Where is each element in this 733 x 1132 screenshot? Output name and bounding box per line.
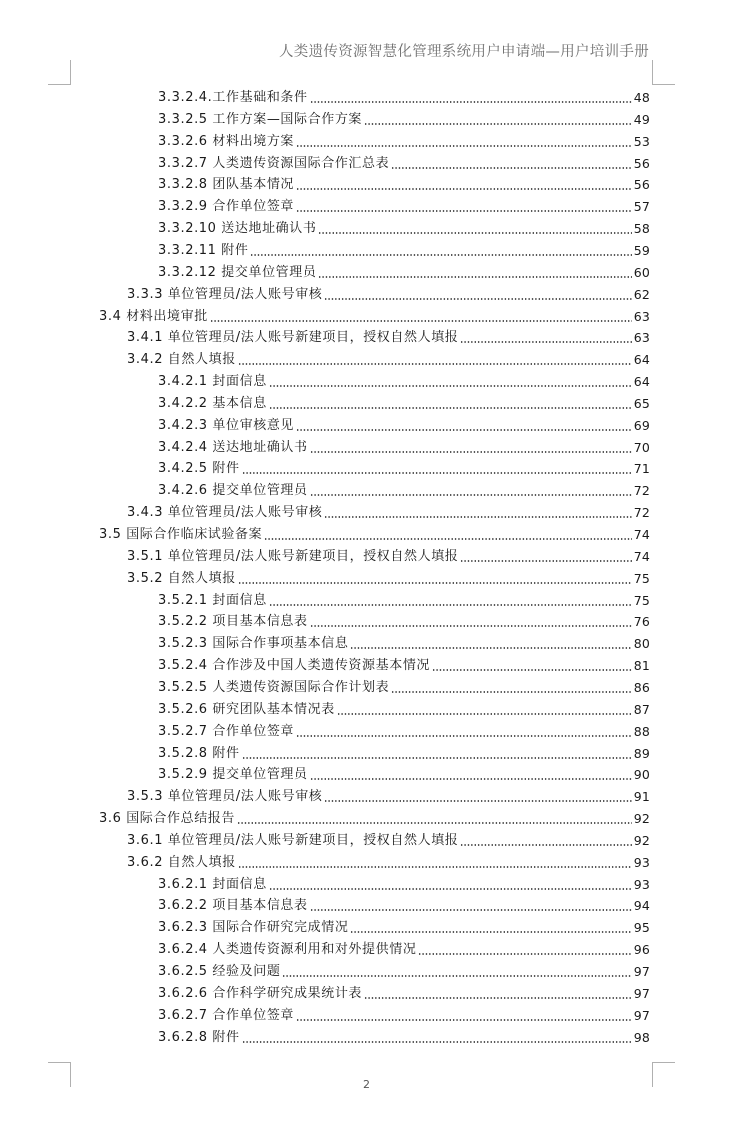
dot-leader (296, 188, 632, 190)
dot-leader (269, 385, 632, 387)
toc-entry[interactable] (158, 368, 650, 390)
toc-entry[interactable] (158, 390, 650, 412)
toc-entry[interactable] (158, 980, 650, 1002)
dot-leader (310, 451, 632, 453)
toc-entry-page-number: 71 (633, 461, 650, 477)
toc-entry[interactable] (158, 936, 650, 958)
toc-entry-title: 3.4.3 单位管理员/法人账号审核 (127, 505, 323, 521)
toc-entry-page-number: 81 (633, 658, 650, 674)
crop-mark-top-left (48, 60, 71, 85)
toc-entry[interactable] (158, 171, 650, 193)
toc-entry-page-number: 62 (633, 286, 650, 302)
toc-entry-title: 3.5.2.7 合作单位签章 (158, 723, 295, 739)
toc-entry-title: 3.5.2.3 国际合作事项基本信息 (158, 636, 349, 652)
toc-entry-title: 3.4 材料出境审批 (99, 308, 208, 324)
toc-entry-page-number: 63 (633, 330, 650, 346)
toc-entry[interactable] (127, 783, 650, 805)
toc-entry[interactable] (158, 84, 650, 106)
toc-entry[interactable] (127, 281, 650, 303)
toc-entry-title: 3.5.2.8 附件 (158, 745, 240, 761)
toc-entry[interactable] (158, 674, 650, 696)
dot-leader (310, 625, 632, 627)
dot-leader (364, 997, 632, 999)
dot-leader (364, 123, 632, 125)
toc-entry-title: 3.3.2.7 人类遗传资源国际合作汇总表 (158, 155, 390, 171)
toc-entry-title: 3.6.2.6 合作科学研究成果统计表 (158, 985, 363, 1001)
toc-entry-title: 3.4.2.2 基本信息 (158, 395, 267, 411)
toc-entry-title: 3.4.2.3 单位审核意见 (158, 417, 295, 433)
toc-entry[interactable] (127, 827, 650, 849)
toc-entry-page-number: 87 (633, 701, 650, 717)
dot-leader (296, 1019, 632, 1021)
dot-leader (460, 560, 631, 562)
toc-entry[interactable] (99, 303, 650, 325)
toc-entry-page-number: 97 (633, 964, 650, 979)
toc-entry-title: 3.3.2.9 合作单位签章 (158, 199, 295, 215)
toc-entry-page-number: 88 (633, 723, 650, 739)
toc-entry-page-number: 64 (633, 374, 650, 390)
dot-leader (337, 713, 632, 715)
toc-entry[interactable] (158, 106, 650, 128)
toc-entry-page-number: 76 (633, 614, 650, 630)
toc-entry-title: 3.6 国际合作总结报告 (99, 811, 236, 827)
toc-entry[interactable] (158, 434, 650, 456)
toc-entry-page-number: 80 (633, 636, 650, 652)
toc-entry[interactable] (158, 128, 650, 150)
toc-entry-page-number: 59 (633, 242, 650, 258)
toc-entry-page-number: 98 (633, 1029, 650, 1045)
toc-entry-page-number: 75 (633, 570, 650, 586)
toc-entry-page-number: 92 (633, 832, 650, 848)
dot-leader (242, 472, 632, 474)
crop-mark-top-right (652, 60, 675, 85)
dot-leader (310, 494, 632, 496)
dot-leader (350, 931, 631, 933)
toc-entry[interactable] (158, 1024, 650, 1046)
toc-entry[interactable] (158, 608, 650, 630)
dot-leader (238, 582, 632, 584)
toc-entry[interactable] (158, 215, 650, 237)
dot-leader (391, 691, 631, 693)
toc-entry-page-number: 92 (633, 811, 650, 827)
toc-entry-title: 3.5.2.9 提交单位管理员 (158, 767, 308, 783)
toc-entry[interactable] (158, 871, 650, 893)
toc-entry[interactable] (158, 1002, 650, 1024)
dot-leader (324, 298, 631, 300)
toc-entry-page-number: 72 (633, 505, 650, 521)
toc-entry-title: 3.5.2.4 合作涉及中国人类遗传资源基本情况 (158, 658, 431, 674)
toc-entry[interactable] (158, 259, 650, 281)
toc-entry[interactable] (158, 696, 650, 718)
toc-entry-page-number: 94 (633, 898, 650, 914)
toc-entry[interactable] (158, 892, 650, 914)
toc-entry-title: 3.4.2.5 附件 (158, 461, 240, 477)
toc-entry[interactable] (99, 521, 650, 543)
toc-entry[interactable] (127, 543, 650, 565)
toc-entry-title: 3.5.2.2 项目基本信息表 (158, 614, 308, 630)
dot-leader (237, 822, 632, 824)
toc-entry-title: 3.4.2 自然人填报 (127, 352, 236, 368)
toc-entry-title: 3.6.1 单位管理员/法人账号新建项目，授权自然人填报 (127, 832, 459, 848)
toc-entry-title: 3.3.3 单位管理员/法人账号审核 (127, 286, 323, 302)
toc-entry-page-number: 74 (633, 527, 650, 542)
toc-entry-page-number: 53 (633, 133, 650, 149)
toc-entry-page-number: 58 (633, 221, 650, 237)
toc-entry-title: 3.5.1 单位管理员/法人账号新建项目，授权自然人填报 (127, 548, 459, 564)
toc-entry-page-number: 64 (633, 352, 650, 368)
dot-leader (318, 276, 631, 278)
toc-entry[interactable] (127, 565, 650, 587)
toc-entry[interactable] (158, 740, 650, 762)
toc-entry[interactable] (158, 477, 650, 499)
toc-entry-page-number: 65 (633, 395, 650, 411)
running-header: 人类遗传资源智慧化管理系统用户申请端—用户培训手册 (279, 44, 649, 60)
toc-entry-page-number: 93 (633, 854, 650, 870)
toc-entry-page-number: 97 (633, 1007, 650, 1023)
toc-entry-title: 3.6.2.1 封面信息 (158, 876, 267, 892)
dot-leader (324, 800, 631, 802)
toc-entry[interactable] (158, 587, 650, 609)
dot-leader (264, 538, 631, 540)
toc-entry-page-number: 72 (633, 483, 650, 499)
toc-entry-title: 3.5.2.1 封面信息 (158, 592, 267, 608)
toc-entry-title: 3.5 国际合作临床试验备案 (99, 527, 263, 542)
toc-entry-page-number: 93 (633, 876, 650, 892)
dot-leader (432, 669, 632, 671)
toc-entry-title: 3.5.2 自然人填报 (127, 570, 236, 586)
toc-entry-title: 3.6.2.8 附件 (158, 1029, 240, 1045)
toc-entry-page-number: 97 (633, 985, 650, 1001)
dot-leader (242, 757, 632, 759)
toc-entry-title: 3.4.2.6 提交单位管理员 (158, 483, 308, 499)
dot-leader (350, 647, 631, 649)
dot-leader (210, 320, 632, 322)
toc-entry-page-number: 56 (633, 155, 650, 171)
toc-entry[interactable] (99, 805, 650, 827)
dot-leader (296, 429, 632, 431)
toc-entry-page-number: 57 (633, 199, 650, 215)
toc-entry[interactable] (127, 324, 650, 346)
toc-entry-page-number: 69 (633, 417, 650, 433)
toc-entry[interactable] (158, 630, 650, 652)
dot-leader (242, 1041, 632, 1043)
toc-entry-title: 3.6.2.4 人类遗传资源利用和对外提供情况 (158, 942, 417, 958)
dot-leader (324, 516, 631, 518)
toc-entry-title: 3.5.2.5 人类遗传资源国际合作计划表 (158, 679, 390, 695)
toc-entry-page-number: 89 (633, 745, 650, 761)
dot-leader (310, 101, 632, 103)
toc-entry-title: 3.6.2 自然人填报 (127, 854, 236, 870)
toc-entry[interactable] (158, 718, 650, 740)
dot-leader (238, 363, 632, 365)
dot-leader (269, 407, 632, 409)
toc-entry-title: 3.3.2.12 提交单位管理员 (158, 264, 317, 280)
toc-entry[interactable] (158, 455, 650, 477)
toc-entry[interactable] (127, 499, 650, 521)
dot-leader (310, 778, 632, 780)
toc-entry-title: 3.5.3 单位管理员/法人账号审核 (127, 789, 323, 805)
toc-entry-title: 3.3.2.8 团队基本情况 (158, 177, 295, 193)
toc-entry-page-number: 56 (633, 177, 650, 193)
dot-leader (269, 888, 632, 890)
toc-entry-title: 3.3.2.5 工作方案—国际合作方案 (158, 111, 363, 127)
dot-leader (296, 145, 632, 147)
toc-entry[interactable] (158, 412, 650, 434)
toc-entry-title: 3.3.2.4.工作基础和条件 (158, 90, 308, 105)
toc-entry-title: 3.6.2.3 国际合作研究完成情况 (158, 920, 349, 936)
toc-entry-page-number: 48 (633, 90, 650, 105)
toc-entry-title: 3.6.2.2 项目基本信息表 (158, 898, 308, 914)
toc-entry-title: 3.5.2.6 研究团队基本情况表 (158, 701, 335, 717)
toc-entry-title: 3.6.2.5 经验及问题 (158, 964, 281, 979)
toc-entry-title: 3.4.1 单位管理员/法人账号新建项目，授权自然人填报 (127, 330, 459, 346)
toc-entry[interactable] (158, 193, 650, 215)
toc-entry-page-number: 91 (633, 789, 650, 805)
toc-entry[interactable] (158, 958, 650, 980)
toc-entry-title: 3.3.2.6 材料出境方案 (158, 133, 295, 149)
toc-entry-page-number: 74 (633, 548, 650, 564)
toc-entry-page-number: 75 (633, 592, 650, 608)
dot-leader (391, 167, 631, 169)
toc-entry[interactable] (127, 346, 650, 368)
dot-leader (269, 604, 632, 606)
page-number: 2 (363, 1078, 370, 1091)
dot-leader (460, 341, 631, 343)
dot-leader (238, 866, 632, 868)
dot-leader (310, 909, 632, 911)
dot-leader (296, 210, 632, 212)
toc-entry-page-number: 70 (633, 439, 650, 455)
dot-leader (460, 844, 631, 846)
toc-entry[interactable] (158, 237, 650, 259)
dot-leader (250, 254, 631, 256)
toc-entry[interactable] (158, 652, 650, 674)
toc-entry-title: 3.4.2.1 封面信息 (158, 374, 267, 390)
toc-entry-title: 3.4.2.4 送达地址确认书 (158, 439, 308, 455)
toc-entry-page-number: 60 (633, 264, 650, 280)
toc-entry-title: 3.3.2.10 送达地址确认书 (158, 221, 317, 237)
toc-entry[interactable] (158, 150, 650, 172)
toc-entry-page-number: 49 (633, 111, 650, 127)
toc-entry[interactable] (127, 849, 650, 871)
toc-entry-page-number: 63 (633, 308, 650, 324)
toc-entry-title: 3.3.2.11 附件 (158, 242, 249, 258)
toc-entry-page-number: 90 (633, 767, 650, 783)
toc-entry-title: 3.6.2.7 合作单位签章 (158, 1007, 295, 1023)
dot-leader (282, 975, 631, 977)
toc-entry-page-number: 86 (633, 679, 650, 695)
toc-entry[interactable] (158, 914, 650, 936)
dot-leader (418, 953, 631, 955)
toc-entry-page-number: 96 (633, 942, 650, 958)
dot-leader (296, 735, 632, 737)
toc-entry-page-number: 95 (633, 920, 650, 936)
toc-entry[interactable] (158, 761, 650, 783)
dot-leader (318, 232, 631, 234)
